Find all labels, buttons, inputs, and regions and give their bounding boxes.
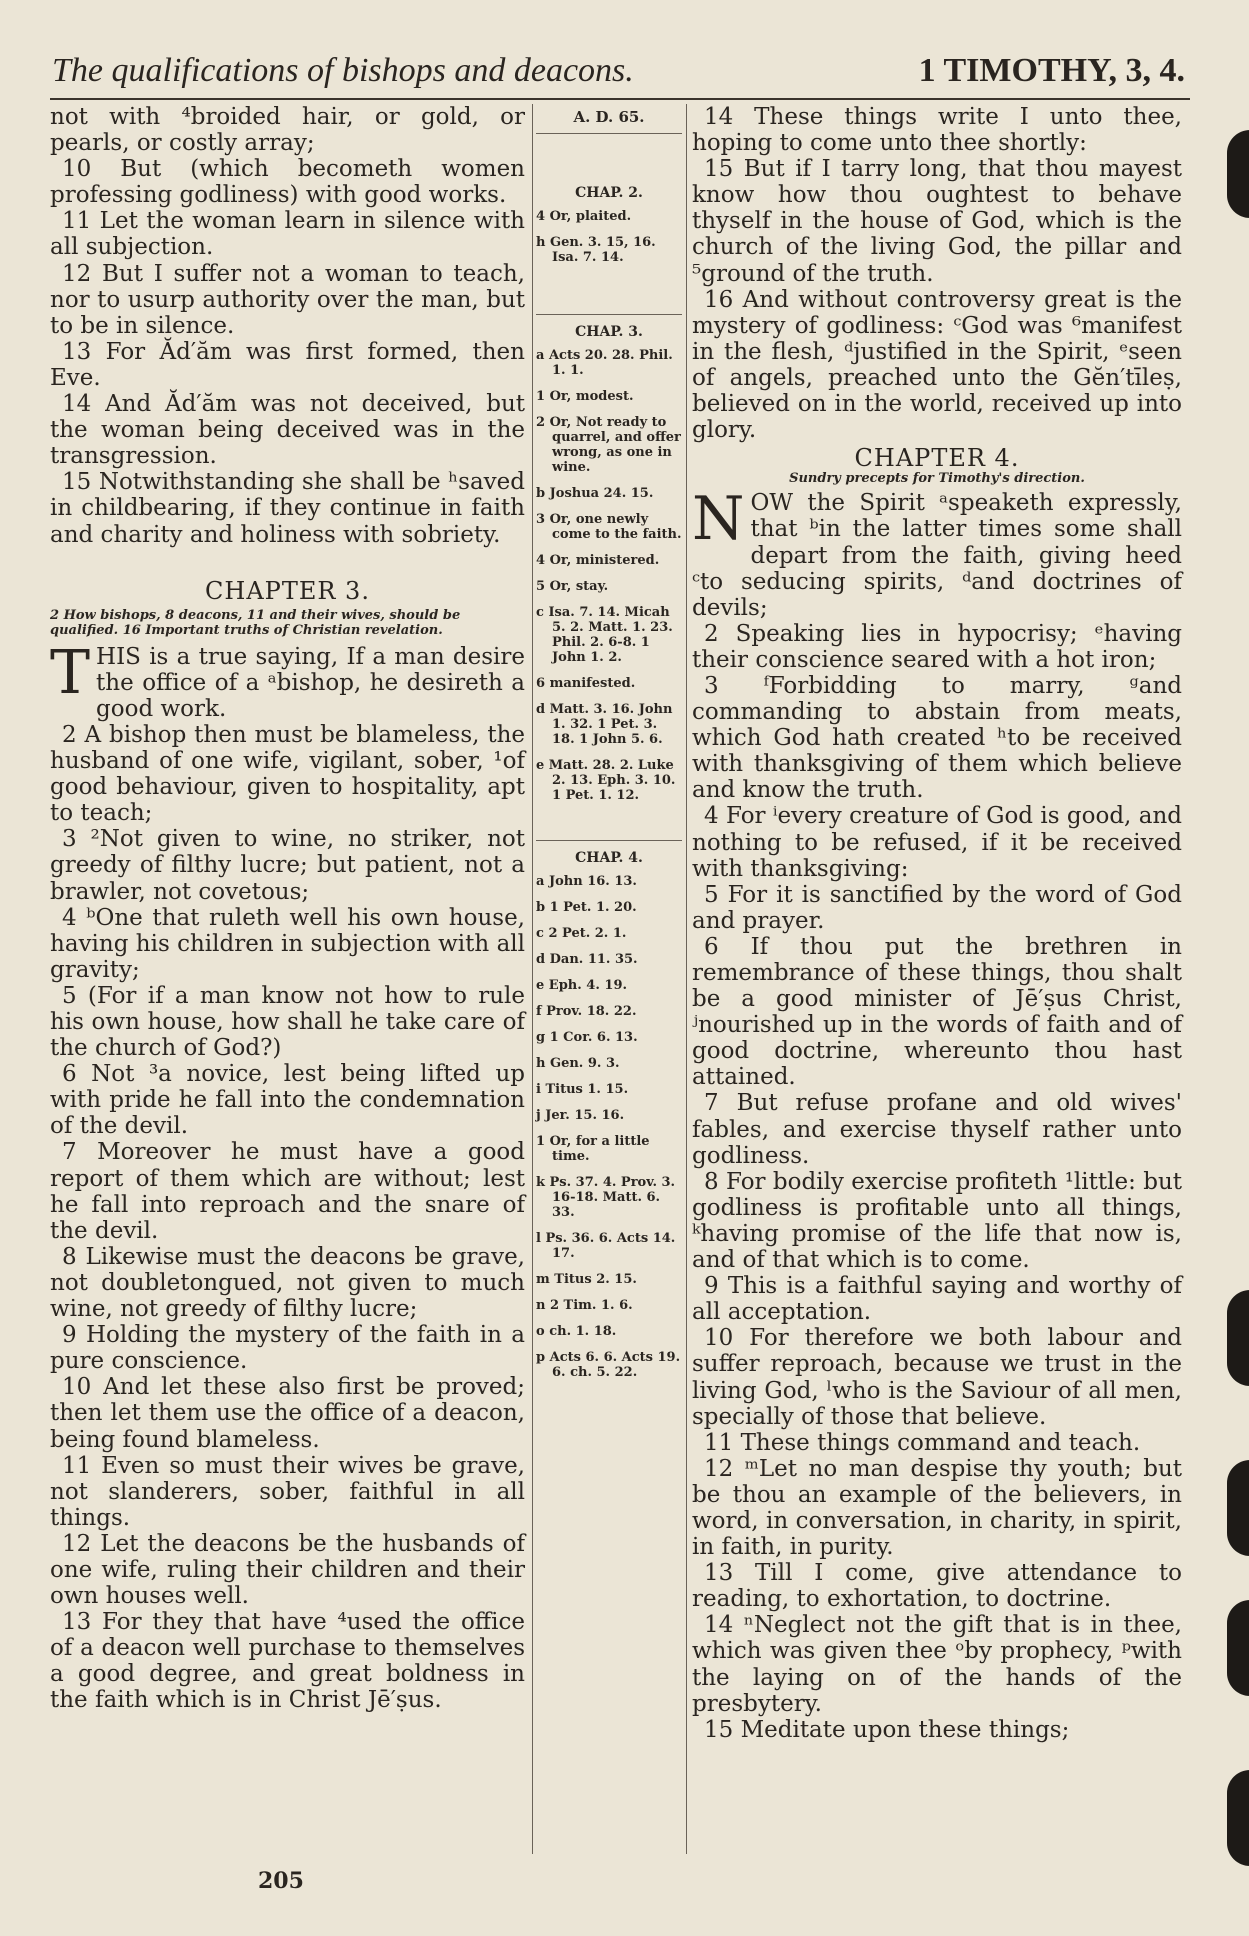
verse: 9 Holding the mystery of the faith in a pure conscience.: [50, 1322, 525, 1375]
verse: 16 And without controversy great is the mystery of godliness: ᶜGod was ⁶manifest in the flesh, ᵈjustified in the Spirit, ᵉseen of angels, preached unto the Gĕn′tīleṣ, believed on in the world, received up into glory.: [692, 286, 1182, 444]
cross-reference: 4 Or, plaited.: [536, 209, 632, 224]
running-header-book: 1 TIMOTHY, 3, 4.: [918, 52, 1185, 89]
verse: 7 Moreover he must have a good report of them which are without; lest he fall into reproach and the snare of the devil.: [50, 1139, 525, 1244]
cross-reference: 1 Or, for a little time.: [536, 1134, 650, 1164]
verse: 2 A bishop then must be blameless, the husband of one wife, vigilant, sober, ¹of good behaviour, given to hospitality, apt to teach;: [50, 721, 525, 827]
verse: 10 But (which becometh women professing godliness) with good works.: [50, 156, 525, 209]
drop-cap: N: [692, 484, 745, 555]
cross-reference: c Isa. 7. 14. Micah 5. 2. Matt. 1. 23. Phil. 2. 6-8. 1 John 1. 2.: [536, 605, 673, 665]
cross-reference: 6 manifested.: [536, 676, 636, 691]
verse: 15 Meditate upon these things;: [704, 1716, 1070, 1743]
verse: 11 Even so must their wives be grave, not slanderers, sober, faithful in all things.: [50, 1452, 525, 1531]
verse: 10 For therefore we both labour and suffer reproach, because we trust in the living God, ˡwho is the Saviour of all men, specially of those that believe.: [692, 1325, 1182, 1430]
verse: 14 ⁿNeglect not the gift that is in thee, which was given thee ᵒby prophecy, ᵖwith the laying on of the hands of the presbytery.: [692, 1612, 1182, 1717]
chapter-4-heading: CHAPTER 4.: [854, 444, 1020, 473]
column-divider: [532, 104, 533, 1854]
ref-chapter-4-label: CHAP. 4.: [575, 850, 643, 866]
right-text-column: [692, 104, 1182, 1743]
cross-reference: i Titus 1. 15.: [536, 1082, 629, 1097]
cross-reference: 4 Or, ministered.: [536, 553, 660, 568]
verse: 15 But if I tarry long, that thou mayest know how thou oughtest to behave thyself in the house of God, which is the church of the living God, the pillar and ⁵ground of the truth.: [692, 156, 1182, 287]
verse: 2 Speaking lies in hypocrisy; ᵉhaving their conscience seared with a hot iron;: [692, 620, 1182, 673]
ref-chapter-2-label: CHAP. 2.: [575, 185, 643, 201]
verse: 13 For Ăd′ăm was first formed, then Eve.: [50, 338, 525, 391]
thumb-index-tab[interactable]: [1227, 1460, 1249, 1556]
verse: 11 Let the woman learn in silence with all subjection.: [50, 208, 525, 261]
verse: 13 For they that have ⁴used the office of a deacon well purchase to themselves a good degree, and great boldness in the faith which is in Christ Jē′ṣus.: [50, 1609, 525, 1714]
verse: 8 Likewise must the deacons be grave, not doubletongued, not given to much wine, not greedy of filthy lucre;: [50, 1243, 525, 1323]
verse: 4 ᵇOne that ruleth well his own house, having his children in subjection with all gravity;: [50, 904, 525, 983]
chapter-4-verse-1: [692, 484, 1182, 621]
cross-reference: 2 Or, Not ready to quarrel, and offer wrong, as one in wine.: [536, 415, 681, 475]
chapter-3-summary: 2 How bishops, 8 deacons, 11 and their wives, should be qualified. 16 Important truths of Christian revelation.: [50, 607, 461, 638]
cross-reference: c 2 Pet. 2. 1.: [536, 926, 627, 941]
verse: 15 Notwithstanding she shall be ʰsaved in childbearing, if they continue in faith and charity and holiness with sobriety.: [50, 469, 525, 548]
cross-reference: 5 Or, stay.: [536, 579, 609, 594]
verse-text: OW the Spirit ᵃspeaketh expressly, that ᵇin the latter times some shall depart from the faith, giving heed ᶜto seducing spirits, ᵈand doctrines of devils;: [692, 490, 1182, 621]
chapter-3-verse-1: [50, 637, 525, 722]
verse: 14 These things write I unto thee, hoping to come unto thee shortly:: [692, 104, 1182, 157]
cross-reference: d Dan. 11. 35.: [536, 952, 638, 967]
cross-reference: e Matt. 28. 2. Luke 2. 13. Eph. 3. 10. 1 Pet. 1. 12.: [536, 758, 676, 803]
verse: 12 ᵐLet no man despise thy youth; but be thou an example of the believers, in word, in conversation, in charity, in spirit, in faith, in purity.: [692, 1455, 1182, 1561]
cross-reference: g 1 Cor. 6. 13.: [536, 1030, 638, 1045]
verse: 13 Till I come, give attendance to reading, to exhortation, to doctrine.: [692, 1560, 1182, 1613]
cross-reference: l Ps. 36. 6. Acts 14. 17.: [536, 1231, 676, 1261]
cross-reference: 1 Or, modest.: [536, 389, 634, 404]
cross-reference: k Ps. 37. 4. Prov. 3. 16-18. Matt. 6. 33.: [536, 1175, 676, 1220]
drop-cap: T: [50, 637, 91, 708]
cross-reference: j Jer. 15. 16.: [536, 1108, 625, 1123]
verse: 3 ²Not given to wine, no striker, not greedy of filthy lucre; but patient, not a brawler, not covetous;: [50, 826, 525, 905]
verse: 7 But refuse profane and old wives' fables, and exercise thyself rather unto godliness.: [692, 1090, 1182, 1169]
chapter-4-summary: Sundry precepts for Timothy's direction.: [789, 471, 1085, 487]
cross-reference: 3 Or, one newly come to the faith.: [536, 512, 682, 542]
thumb-index-tab[interactable]: [1227, 1770, 1249, 1866]
page-number: 205: [258, 1868, 304, 1894]
cross-reference: b 1 Pet. 1. 20.: [536, 900, 637, 915]
cross-reference: e Eph. 4. 19.: [536, 978, 628, 993]
verse: 10 And let these also first be proved; then let them use the office of a deacon, being found blameless.: [50, 1374, 525, 1453]
cross-reference: n 2 Tim. 1. 6.: [536, 1298, 633, 1313]
year-label: A. D. 65.: [536, 104, 682, 134]
cross-reference: d Matt. 3. 16. John 1. 32. 1 Pet. 3. 18. 1 John 5. 6.: [536, 702, 673, 747]
verse: 14 And Ăd′ăm was not deceived, but the woman being deceived was in the transgression.: [50, 391, 525, 470]
cross-reference: m Titus 2. 15.: [536, 1272, 637, 1287]
verse: not with ⁴broided hair, or gold, or pearls, or costly array;: [50, 104, 525, 157]
verse: 8 For bodily exercise profiteth ¹little: but godliness is profitable unto all things, ᵏhaving promise of the life that now is, and of that which is to come.: [692, 1168, 1182, 1274]
verse: 11 These things command and teach.: [704, 1429, 1141, 1456]
chapter-3-heading: CHAPTER 3.: [205, 576, 370, 605]
left-text-column: [50, 104, 525, 1714]
verse: 3 ᶠForbidding to marry, ᵍand commanding to abstain from meats, which God hath created ʰto be received with thanksgiving of them which believe and know the truth.: [692, 672, 1182, 804]
ref-separator: [536, 314, 682, 315]
verse: 5 (For if a man know not how to rule his own house, how shall he take care of the church of God?): [50, 982, 525, 1062]
column-divider: [686, 104, 687, 1854]
verse: 9 This is a faithful saying and worthy of all acceptation.: [692, 1273, 1182, 1326]
cross-reference: h Gen. 9. 3.: [536, 1056, 620, 1071]
header-rule: [50, 98, 1190, 100]
cross-reference: o ch. 1. 18.: [536, 1324, 617, 1339]
cross-reference: a John 16. 13.: [536, 874, 637, 889]
running-header-title: The qualifications of bishops and deacons.: [52, 52, 634, 89]
thumb-index-tab[interactable]: [1227, 1290, 1249, 1386]
thumb-index-tab[interactable]: [1227, 130, 1249, 218]
verse: 12 But I suffer not a woman to teach, nor to usurp authority over the man, but to be in silence.: [50, 260, 525, 339]
thumb-index-tab[interactable]: [1227, 1600, 1249, 1696]
verse: 5 For it is sanctified by the word of God and prayer.: [692, 881, 1182, 934]
cross-reference: h Gen. 3. 15, 16. Isa. 7. 14.: [536, 235, 656, 265]
ref-separator: [536, 840, 682, 841]
ref-chapter-3-label: CHAP. 3.: [575, 324, 643, 340]
verse-text: HIS is a true saying, If a man desire the office of a ᵃbishop, he desireth a good work.: [96, 643, 525, 722]
cross-reference: b Joshua 24. 15.: [536, 486, 654, 501]
verse: 6 If thou put the brethren in remembrance of these things, thou shalt be a good minister of Jē′ṣus Christ, ʲnourished up in the words of faith and of good doctrine, whereunto thou hast attained.: [692, 933, 1182, 1091]
cross-reference: f Prov. 18. 22.: [536, 1004, 637, 1019]
cross-reference-column: [536, 104, 682, 1391]
cross-reference: a Acts 20. 28. Phil. 1. 1.: [536, 348, 673, 378]
cross-reference: p Acts 6. 6. Acts 19. 6. ch. 5. 22.: [536, 1350, 681, 1380]
verse: 6 Not ³a novice, lest being lifted up with pride he fall into the condemnation of the devil.: [50, 1061, 525, 1140]
verse: 4 For ⁱevery creature of God is good, and nothing to be refused, if it be received with thanksgiving:: [692, 803, 1182, 882]
verse: 12 Let the deacons be the husbands of one wife, ruling their children and their own houses well.: [50, 1530, 525, 1610]
